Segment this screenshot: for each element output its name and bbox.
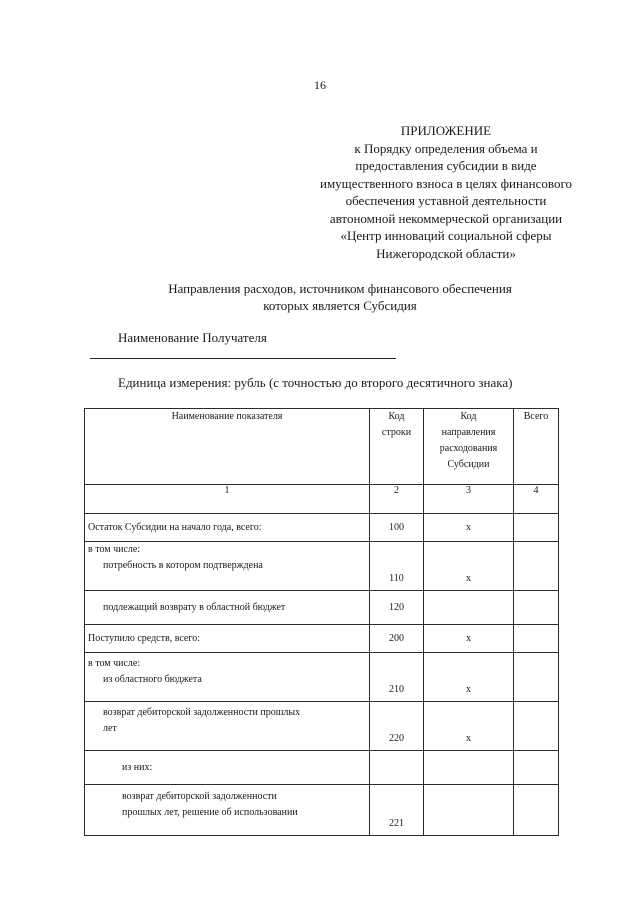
column-number: 2 <box>370 485 424 514</box>
row-total <box>514 625 559 653</box>
table-row <box>85 625 559 653</box>
table-row <box>85 702 559 751</box>
table-row <box>85 591 559 625</box>
document-title-line-2: которых является Субсидия <box>263 298 417 313</box>
expenses-table <box>84 408 559 836</box>
header-direction-code <box>424 409 514 485</box>
row-name-text: прошлых лет, решение об использовании <box>122 807 298 818</box>
column-number: 4 <box>514 485 559 514</box>
row-code: 221 <box>370 785 424 836</box>
row-name-text: из них: <box>122 761 153 773</box>
appendix-line: автономной некоммерческой организации <box>329 210 563 226</box>
row-code: 100 <box>370 514 424 542</box>
row-code: 120 <box>370 591 424 625</box>
row-name-text: потребность в котором подтверждена <box>103 560 263 571</box>
row-total <box>514 751 559 785</box>
unit-label: Единица измерения: рубль (с точностью до второго десятичного знака) <box>118 375 513 390</box>
page-number: 16 <box>314 78 326 92</box>
row-name <box>85 702 370 751</box>
row-direction <box>424 591 514 625</box>
header-indicator-name: Наименование показателя <box>85 409 370 485</box>
appendix-block <box>286 122 606 262</box>
row-prefix: в том числе: <box>88 658 141 669</box>
row-code <box>370 751 424 785</box>
document-title-line-1: Направления расходов, источником финансового обеспечения <box>168 281 512 296</box>
table-row <box>85 653 559 702</box>
row-direction: x <box>424 542 514 591</box>
appendix-line: Нижегородской области» <box>376 245 516 261</box>
row-total <box>514 653 559 702</box>
row-total <box>514 591 559 625</box>
row-name <box>85 591 370 625</box>
row-name <box>85 785 370 836</box>
table-row <box>85 542 559 591</box>
row-direction: x <box>424 514 514 542</box>
row-code: 210 <box>370 653 424 702</box>
row-name-text: лет <box>103 723 117 734</box>
row-name-text: подлежащий возврату в областной бюджет <box>103 601 286 613</box>
row-direction <box>424 751 514 785</box>
row-name: Поступило средств, всего: <box>85 625 370 653</box>
header-row-code <box>370 409 424 485</box>
header-direction-line: расходования <box>439 443 498 454</box>
row-direction: x <box>424 625 514 653</box>
table-header-row <box>85 409 559 485</box>
row-name <box>85 542 370 591</box>
header-direction-line: Субсидии <box>447 459 490 470</box>
row-code: 220 <box>370 702 424 751</box>
appendix-line: к Порядку определения объема и <box>354 140 538 156</box>
row-name-text: возврат дебиторской задолженности <box>122 791 277 802</box>
table-row <box>85 514 559 542</box>
recipient-label: Наименование Получателя <box>118 330 267 345</box>
appendix-line: обеспечения уставной деятельности <box>345 193 547 208</box>
row-name: Остаток Субсидии на начало года, всего: <box>85 514 370 542</box>
row-name-text: из областного бюджета <box>103 674 202 685</box>
header-row-code-line: строки <box>381 427 412 438</box>
header-total: Всего <box>514 409 559 485</box>
row-direction: x <box>424 702 514 751</box>
row-total <box>514 542 559 591</box>
column-number: 1 <box>85 485 370 514</box>
row-direction: x <box>424 653 514 702</box>
row-direction <box>424 785 514 836</box>
header-row-code-line: Код <box>388 411 405 422</box>
row-name <box>85 751 370 785</box>
row-total <box>514 785 559 836</box>
row-code: 200 <box>370 625 424 653</box>
row-total <box>514 514 559 542</box>
table-row <box>85 785 559 836</box>
table-row <box>85 751 559 785</box>
column-number: 3 <box>424 485 514 514</box>
appendix-line: «Центр инноваций социальной сферы <box>340 228 552 243</box>
row-total <box>514 702 559 751</box>
appendix-line: предоставления субсидии в виде <box>355 158 537 173</box>
row-prefix: в том числе: <box>88 544 141 555</box>
header-direction-line: Код <box>460 411 477 422</box>
recipient-underline <box>90 358 396 359</box>
document-title <box>0 280 640 314</box>
row-name-text: возврат дебиторской задолженности прошлых <box>103 707 301 718</box>
appendix-title: ПРИЛОЖЕНИЕ <box>400 123 492 138</box>
appendix-line: имущественного взноса в целях финансового <box>320 175 572 191</box>
row-code: 110 <box>370 542 424 591</box>
header-direction-line: направления <box>441 427 496 438</box>
column-number-row <box>85 485 559 514</box>
row-name <box>85 653 370 702</box>
